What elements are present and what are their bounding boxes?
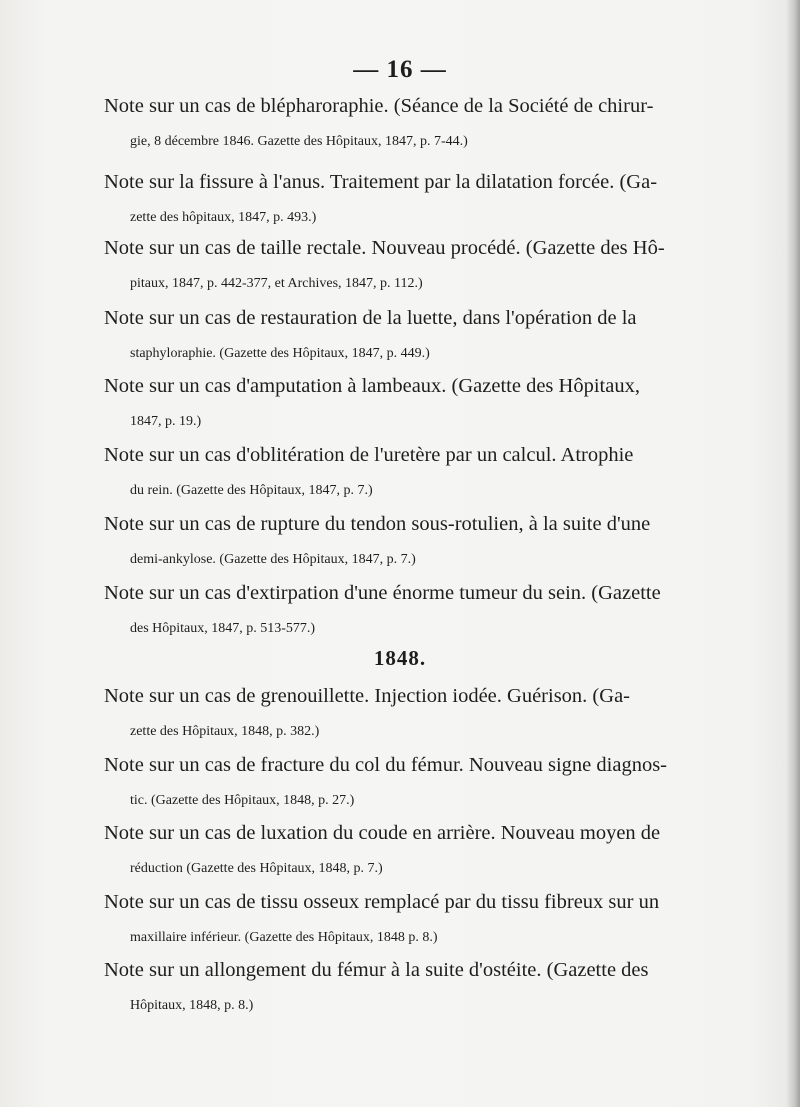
bibliography-entry bbox=[104, 506, 760, 578]
bibliography-entry bbox=[104, 815, 760, 887]
bibliography-entry bbox=[104, 575, 760, 647]
entry-line: Note sur un cas de grenouillette. Injection iodée. Guérison. (Ga- bbox=[104, 685, 630, 707]
entry-line-continued: pitaux, 1847, p. 442-377, et Archives, 1847, p. 112.) bbox=[130, 276, 423, 291]
entry-line: Note sur un cas de restauration de la luette, dans l'opération de la bbox=[104, 307, 637, 329]
entry-line-continued: du rein. (Gazette des Hôpitaux, 1847, p. 7.) bbox=[130, 483, 373, 498]
entry-line: Note sur un cas d'oblitération de l'uretère par un calcul. Atrophie bbox=[104, 444, 634, 466]
bibliography-entry bbox=[104, 230, 760, 302]
entry-line: Note sur un cas de rupture du tendon sous-rotulien, à la suite d'une bbox=[104, 513, 651, 535]
entry-line-continued: gie, 8 décembre 1846. Gazette des Hôpitaux, 1847, p. 7-44.) bbox=[130, 134, 468, 149]
entry-line-continued: zette des hôpitaux, 1847, p. 493.) bbox=[130, 210, 317, 225]
entry-line-continued: 1847, p. 19.) bbox=[130, 414, 202, 429]
year-heading: 1848. bbox=[373, 646, 427, 670]
entry-line: Note sur un cas de luxation du coude en arrière. Nouveau moyen de bbox=[104, 822, 661, 844]
entry-line-continued: réduction (Gazette des Hôpitaux, 1848, p. 7.) bbox=[130, 861, 383, 876]
bibliography-entry bbox=[104, 368, 760, 440]
entry-line-continued: staphyloraphie. (Gazette des Hôpitaux, 1847, p. 449.) bbox=[130, 346, 430, 361]
bibliography-entry bbox=[104, 678, 760, 750]
entry-line: Note sur un cas de fracture du col du fémur. Nouveau signe diagnos- bbox=[104, 754, 668, 776]
entry-line: Note sur un allongement du fémur à la suite d'ostéite. (Gazette des bbox=[104, 959, 649, 981]
entry-line: Note sur un cas de blépharoraphie. (Séance de la Société de chirur- bbox=[104, 95, 654, 117]
entry-line: Note sur un cas d'extirpation d'une énorme tumeur du sein. (Gazette bbox=[104, 582, 661, 604]
bibliography-entry bbox=[104, 884, 760, 956]
bibliography-entry bbox=[104, 164, 760, 236]
entry-line-continued: tic. (Gazette des Hôpitaux, 1848, p. 27.) bbox=[130, 793, 355, 808]
entry-line: Note sur la fissure à l'anus. Traitement par la dilatation forcée. (Ga- bbox=[104, 171, 658, 193]
bibliography-entry bbox=[104, 300, 760, 372]
bibliography-entry bbox=[104, 437, 760, 509]
entry-line-continued: Hôpitaux, 1848, p. 8.) bbox=[130, 998, 254, 1013]
page-number: — 16 — bbox=[353, 56, 447, 83]
page-edge-shadow bbox=[786, 0, 800, 1107]
entry-line-continued: demi-ankylose. (Gazette des Hôpitaux, 1847, p. 7.) bbox=[130, 552, 416, 567]
bibliography-entry bbox=[104, 747, 760, 819]
entry-line: Note sur un cas d'amputation à lambeaux. (Gazette des Hôpitaux, bbox=[104, 375, 640, 397]
entry-line-continued: des Hôpitaux, 1847, p. 513-577.) bbox=[130, 621, 316, 636]
bibliography-entry bbox=[104, 88, 760, 160]
entry-line-continued: maxillaire inférieur. (Gazette des Hôpitaux, 1848 p. 8.) bbox=[130, 930, 438, 945]
entry-line: Note sur un cas de tissu osseux remplacé par du tissu fibreux sur un bbox=[104, 891, 660, 913]
bibliography-entry bbox=[104, 952, 760, 1024]
entry-line-continued: zette des Hôpitaux, 1848, p. 382.) bbox=[130, 724, 320, 739]
entry-line: Note sur un cas de taille rectale. Nouveau procédé. (Gazette des Hô- bbox=[104, 237, 665, 259]
